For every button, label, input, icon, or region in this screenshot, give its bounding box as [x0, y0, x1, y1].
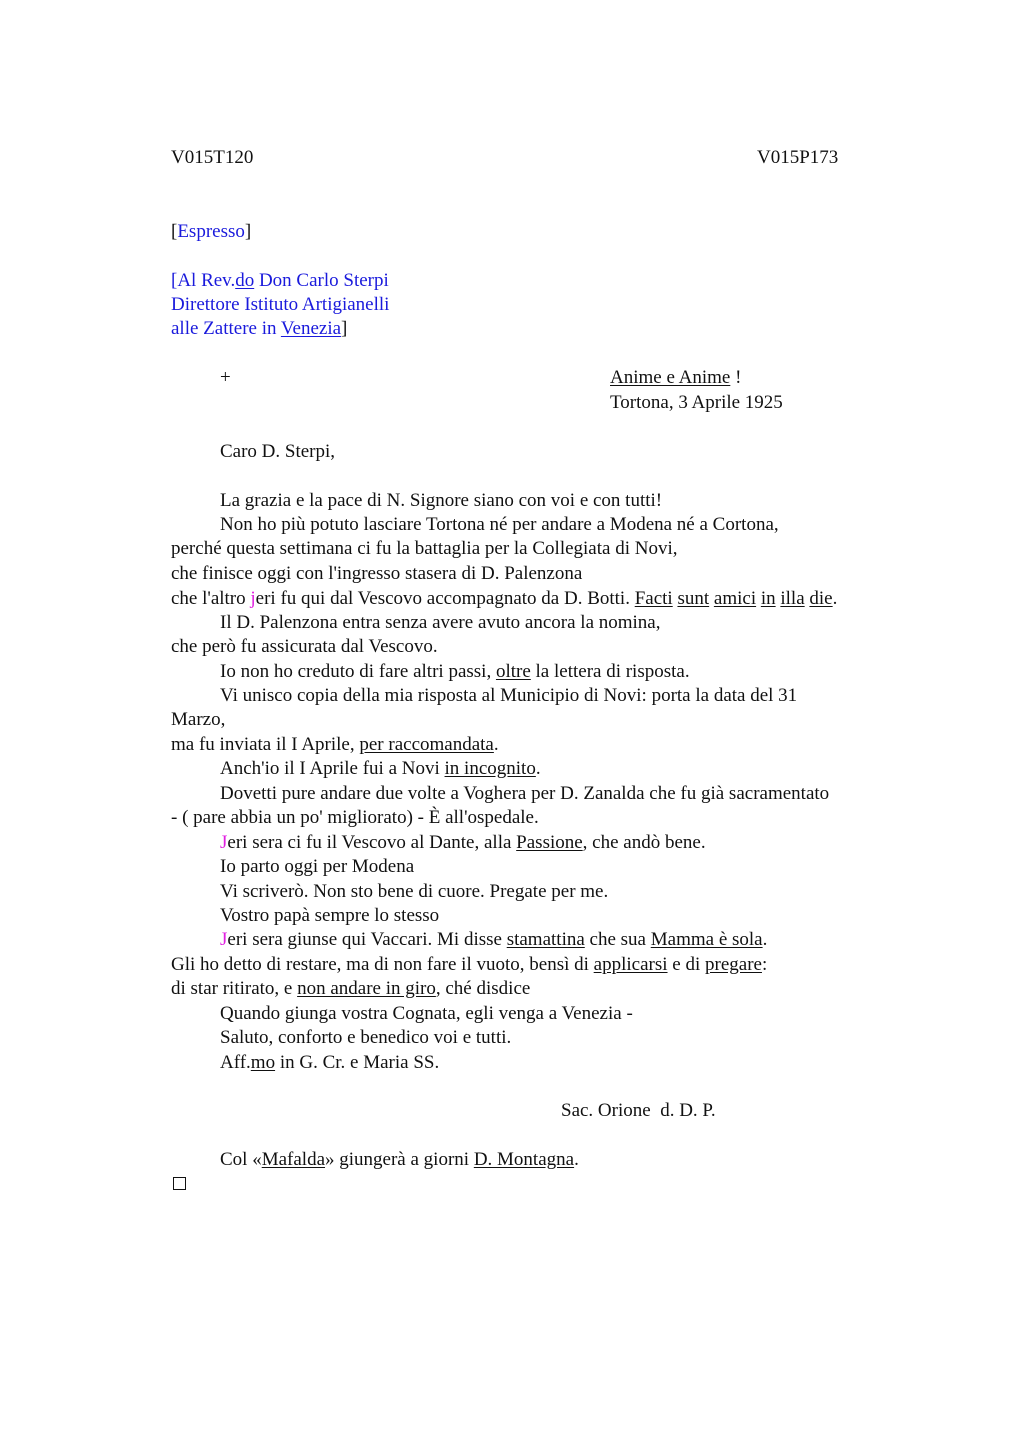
- checkbox-square-icon: [173, 1177, 186, 1190]
- body-line: Vi unisco copia della mia risposta al Municipio di Novi: porta la data del 31: [220, 685, 798, 706]
- text-part: .: [832, 588, 838, 609]
- text-part: eri sera ci fu il Vescovo al Dante, alla: [227, 832, 517, 853]
- address-part: alle Zattere in: [171, 318, 281, 339]
- body-line: perché questa settimana ci fu la battaglia per la Collegiata di Novi,: [171, 538, 678, 559]
- body-line: Io parto oggi per Modena: [220, 856, 415, 877]
- body-line: [220, 660, 690, 684]
- text-part: di star ritirato, e: [171, 978, 298, 999]
- body-line: Non ho più potuto lasciare Tortona né per andare a Modena né a Cortona,: [220, 514, 779, 535]
- body-line: Vostro papà sempre lo stesso: [220, 905, 440, 926]
- address-part: Don Carlo Sterpi: [254, 270, 389, 291]
- motto-rest: !: [730, 367, 742, 388]
- text-part: .: [762, 929, 768, 950]
- espresso-note: [171, 220, 251, 244]
- text-part: Anch'io il I Aprile fui a Novi: [220, 758, 445, 779]
- text-part: che sua: [584, 929, 651, 950]
- latin-word: Facti: [634, 588, 673, 609]
- latin-word: in: [760, 588, 776, 609]
- marked-letter: J: [220, 832, 228, 853]
- ship-name: Mafalda: [261, 1149, 326, 1170]
- text-part: » giungerà a giorni: [325, 1149, 474, 1170]
- body-line: Vi scriverò. Non sto bene di cuore. Pregate per me.: [220, 881, 609, 902]
- text-part: Col «: [220, 1149, 262, 1170]
- address-line-1: [171, 269, 389, 293]
- body-line: Marzo,: [171, 709, 226, 730]
- text-part: Gli ho detto di restare, ma di non fare il vuoto, bensì di: [171, 954, 594, 975]
- address-abbrev: do: [235, 270, 255, 291]
- text-part: , che andò bene.: [582, 832, 706, 853]
- text-part: , ché disdice: [435, 978, 531, 999]
- postscript: [220, 1148, 579, 1172]
- left-code: V015T120: [171, 147, 254, 168]
- underlined-word: applicarsi: [593, 954, 668, 975]
- underlined-word: non andare in giro: [297, 978, 436, 999]
- address-city: Venezia: [280, 318, 342, 339]
- latin-word: die: [809, 588, 833, 609]
- latin-word: amici: [713, 588, 757, 609]
- underlined-word: Mamma è sola: [650, 929, 763, 950]
- text-part: in G. Cr. e Maria SS.: [275, 1052, 440, 1073]
- marked-letter: j: [250, 588, 256, 609]
- address-part: ]: [341, 318, 348, 339]
- latin-word: sunt: [677, 588, 710, 609]
- body-line: [220, 928, 767, 952]
- body-line: Saluto, conforto e benedico voi e tutti.: [220, 1027, 512, 1048]
- body-line: Dovetti pure andare due volte a Voghera per D. Zanalda che fu già sacramentato: [220, 783, 830, 804]
- text-part: eri fu qui dal Vescovo accompagnato da D. Botti.: [255, 588, 635, 609]
- underlined-word: Passione: [516, 832, 583, 853]
- bracket-close: ]: [244, 221, 252, 242]
- text-part: la lettera di risposta.: [530, 661, 690, 682]
- cross-mark: +: [220, 367, 231, 388]
- body-line: Il D. Palenzona entra senza avere avuto ancora la nomina,: [220, 612, 661, 633]
- text-part: Io non ho creduto di fare altri passi,: [220, 661, 496, 682]
- salutation: Caro D. Sterpi,: [220, 441, 336, 462]
- body-line: che finisce oggi con l'ingresso stasera di D. Palenzona: [171, 563, 583, 584]
- text-part: e di: [667, 954, 705, 975]
- text-part: .: [493, 734, 499, 755]
- text-part: ma fu inviata il I Aprile,: [171, 734, 360, 755]
- body-line: [171, 953, 767, 977]
- underlined-word: stamattina: [506, 929, 585, 950]
- body-line: [171, 733, 499, 757]
- text-part: che l'altro: [171, 588, 251, 609]
- address-part: [Al Rev.: [171, 270, 236, 291]
- motto: [610, 366, 741, 390]
- body-line: La grazia e la pace di N. Signore siano con voi e con tutti!: [220, 490, 663, 511]
- text-part: Aff.: [220, 1052, 251, 1073]
- text-part: .: [574, 1149, 579, 1170]
- text-part: eri sera giunse qui Vaccari. Mi disse: [227, 929, 507, 950]
- marked-letter: J: [220, 929, 228, 950]
- closing-line: [220, 1051, 439, 1075]
- body-line: [171, 587, 837, 611]
- underlined-word: mo: [250, 1052, 276, 1073]
- address-line-3: [171, 317, 347, 341]
- espresso-word: Espresso: [177, 221, 245, 242]
- body-line: [171, 977, 530, 1001]
- text-part: :: [761, 954, 768, 975]
- address-line-2: Direttore Istituto Artigianelli: [171, 294, 390, 315]
- body-line: [220, 757, 541, 781]
- body-line: che però fu assicurata dal Vescovo.: [171, 636, 438, 657]
- underlined-word: oltre: [495, 661, 531, 682]
- place-date: Tortona, 3 Aprile 1925: [610, 392, 783, 413]
- underlined-word: per raccomandata: [359, 734, 494, 755]
- body-line: Quando giunga vostra Cognata, egli venga a Venezia -: [220, 1003, 633, 1024]
- underlined-word: in incognito: [444, 758, 536, 779]
- person-name: D. Montagna: [473, 1149, 575, 1170]
- bracket-open: [: [171, 221, 178, 242]
- right-code: V015P173: [757, 147, 839, 168]
- underlined-word: pregare: [705, 954, 762, 975]
- latin-word: illa: [780, 588, 805, 609]
- text-part: .: [535, 758, 541, 779]
- signature: Sac. Orione d. D. P.: [561, 1100, 716, 1121]
- body-line: - ( pare abbia un po' migliorato) - È all'ospedale.: [171, 807, 539, 828]
- motto-underlined: Anime e Anime: [610, 367, 731, 388]
- body-line: [220, 831, 706, 855]
